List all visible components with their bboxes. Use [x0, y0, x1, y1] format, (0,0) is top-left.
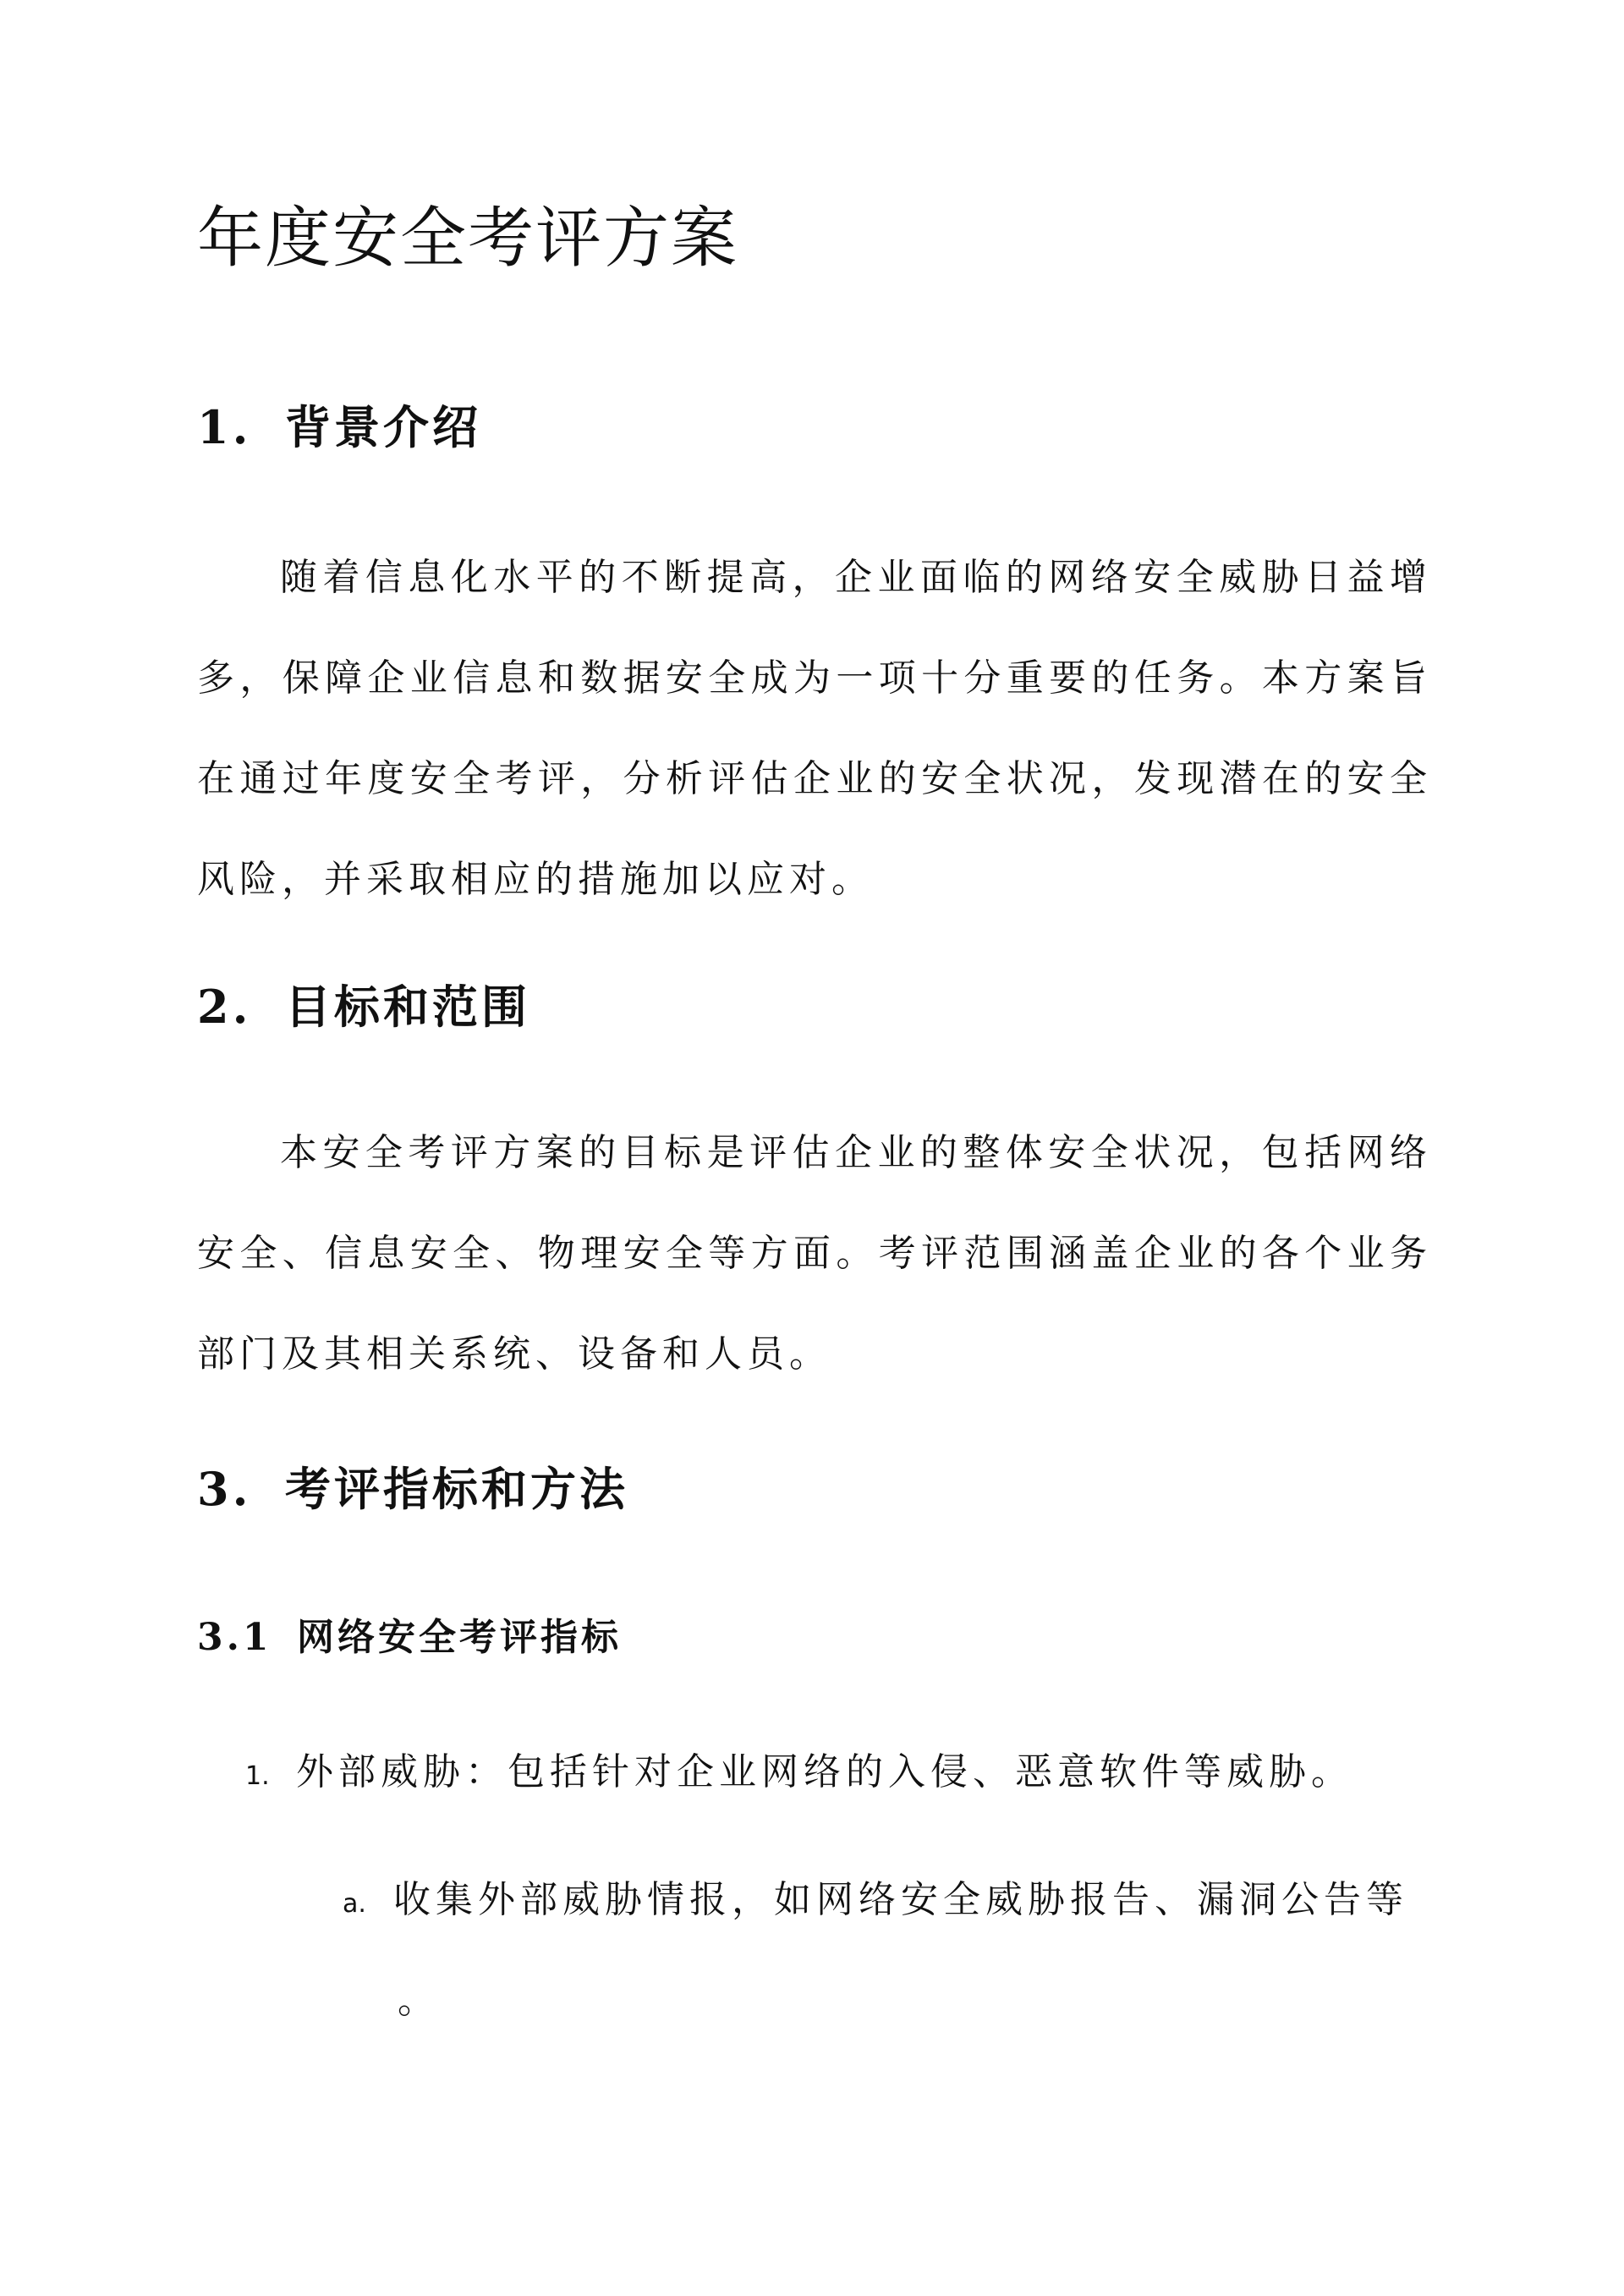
- subsection-title-3-1: 网络安全考评指标: [297, 1616, 622, 1659]
- section-title-1: 背景介绍: [285, 400, 481, 454]
- section-title-2: 目标和范围: [285, 980, 530, 1034]
- section-number-2: 2.: [197, 980, 252, 1034]
- section-heading-1: [197, 398, 481, 457]
- list-item: [245, 1722, 1353, 1826]
- sub-list-item: [343, 1849, 1434, 1954]
- section-number-3: 3.: [197, 1462, 252, 1516]
- section-paragraph-1: 随着信息化水平的不断提高，企业面临的网络安全威胁日益增多，保障企业信息和数据安全成为一项十分重要的任务。本方案旨在通过年度安全考评，分析评估企业的安全状况，发现潜在的安全风险，并采取相应的措施加以应对。: [197, 556, 1432, 901]
- sub-list-item-marker: a.: [343, 1889, 366, 1919]
- subsection-number-3-1: 3.1: [197, 1616, 272, 1659]
- section-heading-2: [197, 977, 530, 1036]
- document-title: 年度安全考评方案: [197, 200, 739, 277]
- section-number-1: 1.: [197, 400, 252, 454]
- list-item-text: 外部威胁：包括针对企业网络的入侵、恶意软件等威胁。: [296, 1750, 1353, 1793]
- sub-list-item-continuation: 。: [398, 1979, 435, 2022]
- section-heading-3: [197, 1459, 628, 1519]
- subsection-heading-3-1: [197, 1612, 622, 1663]
- list-item-marker: 1.: [245, 1761, 270, 1791]
- section-paragraph-2: 本安全考评方案的目标是评估企业的整体安全状况，包括网络安全、信息安全、物理安全等方面。考评范围涵盖企业的各个业务部门及其相关系统、设备和人员。: [197, 1131, 1432, 1376]
- section-title-3: 考评指标和方法: [285, 1462, 628, 1516]
- sub-list-item-text: 收集外部威胁情报，如网络安全威胁报告、漏洞公告等: [393, 1878, 1408, 1921]
